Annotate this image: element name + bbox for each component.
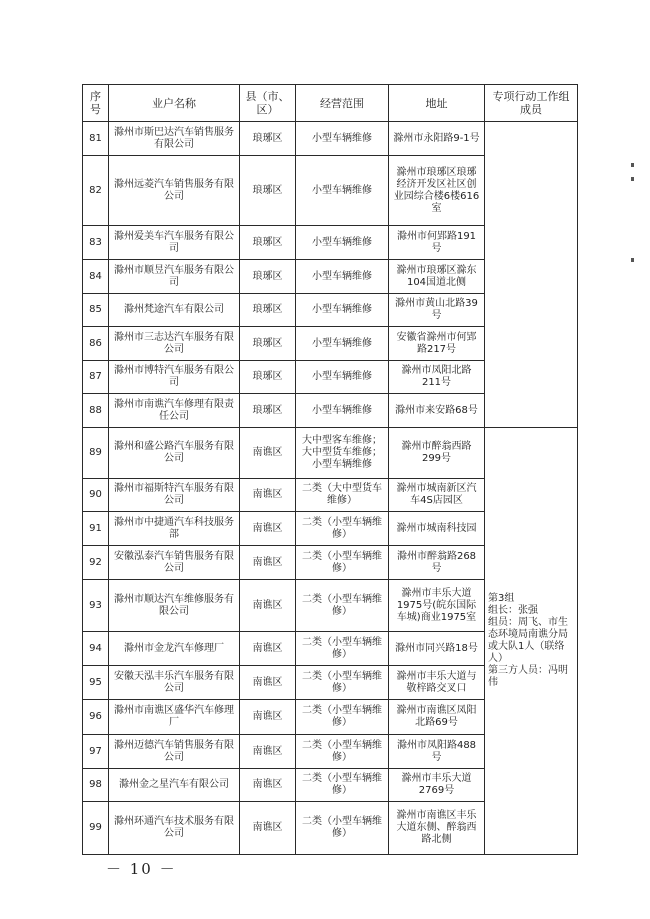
cell-county: 琅琊区	[240, 122, 296, 156]
cell-scope: 小型车辆维修	[296, 156, 389, 226]
cell-scope: 小型车辆维修	[296, 294, 389, 327]
cell-address: 滁州市来安路68号	[389, 394, 485, 428]
cell-address: 滁州市何郢路191号	[389, 226, 485, 260]
cell-address: 滁州市丰乐大道2769号	[389, 769, 485, 802]
cell-seq: 88	[83, 394, 109, 428]
cell-address: 滁州市丰乐大道与敬梓路交叉口	[389, 666, 485, 700]
cell-county: 南谯区	[240, 769, 296, 802]
member-leader: 组长：张强	[488, 605, 538, 616]
cell-county: 南谯区	[240, 512, 296, 546]
cell-scope: 小型车辆维修	[296, 122, 389, 156]
member-staff: 组员：周飞、市生态环境局南谯分局或大队1人（联络人）	[488, 617, 568, 664]
cell-seq: 92	[83, 546, 109, 580]
cell-name: 滁州市三志达汽车服务有限公司	[109, 327, 240, 361]
cell-seq: 95	[83, 666, 109, 700]
cell-seq: 98	[83, 769, 109, 802]
cell-address: 滁州市南谯区丰乐大道东侧、醉翁西路北侧	[389, 802, 485, 855]
scan-mark	[631, 258, 634, 262]
cell-scope: 小型车辆维修	[296, 394, 389, 428]
cell-seq: 83	[83, 226, 109, 260]
cell-seq: 81	[83, 122, 109, 156]
header-county: 县（市、区）	[240, 85, 296, 122]
cell-scope: 二类（小型车辆维修）	[296, 735, 389, 769]
cell-seq: 89	[83, 428, 109, 479]
cell-address: 滁州市凤阳路488号	[389, 735, 485, 769]
cell-county: 南谯区	[240, 546, 296, 580]
cell-scope: 小型车辆维修	[296, 260, 389, 294]
cell-scope: 大中型客车维修；大中型货车维修；小型车辆维修	[296, 428, 389, 479]
cell-county: 琅琊区	[240, 361, 296, 394]
cell-address: 安徽省滁州市何郢路217号	[389, 327, 485, 361]
scan-mark	[631, 177, 634, 181]
cell-address: 滁州市琅琊区琅琊经济开发区社区创业园综合楼6楼616室	[389, 156, 485, 226]
cell-name: 滁州市顺昱汽车服务有限公司	[109, 260, 240, 294]
cell-name: 滁州市斯巴达汽车销售服务有限公司	[109, 122, 240, 156]
cell-name: 滁州市南谯区盛华汽车修理厂	[109, 700, 240, 735]
header-address: 地址	[389, 85, 485, 122]
cell-address: 滁州市同兴路18号	[389, 632, 485, 666]
cell-scope: 小型车辆维修	[296, 226, 389, 260]
member-group-title: 第3组	[488, 593, 515, 604]
table-row	[83, 428, 578, 479]
cell-seq: 87	[83, 361, 109, 394]
enterprise-table	[82, 84, 578, 855]
cell-scope: 二类（小型车辆维修）	[296, 802, 389, 855]
cell-scope: 二类（小型车辆维修）	[296, 580, 389, 632]
cell-county: 南谯区	[240, 632, 296, 666]
cell-scope: 小型车辆维修	[296, 327, 389, 361]
member-third-party: 第三方人员：冯明伟	[488, 665, 568, 688]
header-member: 专项行动工作组成员	[485, 85, 578, 122]
cell-county: 琅琊区	[240, 260, 296, 294]
cell-seq: 99	[83, 802, 109, 855]
cell-scope: 二类（小型车辆维修）	[296, 769, 389, 802]
cell-county: 南谯区	[240, 735, 296, 769]
header-seq: 序号	[83, 85, 109, 122]
cell-address: 滁州市醉翁西路299号	[389, 428, 485, 479]
cell-scope: 二类（小型车辆维修）	[296, 546, 389, 580]
header-scope: 经营范围	[296, 85, 389, 122]
cell-county: 南谯区	[240, 700, 296, 735]
cell-scope: 二类（小型车辆维修）	[296, 632, 389, 666]
cell-address: 滁州市城南科技园	[389, 512, 485, 546]
cell-seq: 82	[83, 156, 109, 226]
cell-seq: 96	[83, 700, 109, 735]
cell-seq: 97	[83, 735, 109, 769]
cell-county: 南谯区	[240, 428, 296, 479]
cell-name: 安徽天泓丰乐汽车服务有限公司	[109, 666, 240, 700]
cell-seq: 90	[83, 479, 109, 512]
cell-scope: 二类（小型车辆维修）	[296, 512, 389, 546]
cell-scope: 二类（小型车辆维修）	[296, 700, 389, 735]
cell-seq: 84	[83, 260, 109, 294]
cell-name: 滁州远菱汽车销售服务有限公司	[109, 156, 240, 226]
cell-county: 琅琊区	[240, 156, 296, 226]
cell-scope: 二类（大中型货车维修）	[296, 479, 389, 512]
member-cell-group-empty	[485, 122, 578, 428]
cell-name: 滁州市金龙汽车修理厂	[109, 632, 240, 666]
cell-name: 滁州金之星汽车有限公司	[109, 769, 240, 802]
cell-name: 滁州市中捷通汽车科技服务部	[109, 512, 240, 546]
page-number: － 10 －	[106, 860, 177, 878]
cell-name: 滁州和盛公路汽车服务有限公司	[109, 428, 240, 479]
cell-address: 滁州市琅琊区滁东104国道北侧	[389, 260, 485, 294]
cell-address: 滁州市凤阳北路211号	[389, 361, 485, 394]
cell-name: 安徽泓泰汽车销售服务有限公司	[109, 546, 240, 580]
cell-county: 琅琊区	[240, 226, 296, 260]
cell-seq: 94	[83, 632, 109, 666]
cell-scope: 小型车辆维修	[296, 361, 389, 394]
cell-name: 滁州市南谯汽车修理有限责任公司	[109, 394, 240, 428]
cell-name: 滁州迈德汽车销售服务有限公司	[109, 735, 240, 769]
header-name: 业户名称	[109, 85, 240, 122]
cell-name: 滁州市顺达汽车维修服务有限公司	[109, 580, 240, 632]
cell-address: 滁州市丰乐大道1975号(皖东国际车城)商业1975室	[389, 580, 485, 632]
cell-seq: 86	[83, 327, 109, 361]
cell-county: 琅琊区	[240, 294, 296, 327]
cell-county: 南谯区	[240, 580, 296, 632]
cell-county: 南谯区	[240, 802, 296, 855]
table-row	[83, 122, 578, 156]
cell-name: 滁州市福斯特汽车服务有限公司	[109, 479, 240, 512]
cell-seq: 91	[83, 512, 109, 546]
cell-seq: 93	[83, 580, 109, 632]
cell-name: 滁州市博特汽车服务有限公司	[109, 361, 240, 394]
cell-name: 滁州爱美车汽车服务有限公司	[109, 226, 240, 260]
cell-address: 滁州市城南新区汽车4S店园区	[389, 479, 485, 512]
cell-address: 滁州市永阳路9-1号	[389, 122, 485, 156]
cell-address: 滁州市南谯区凤阳北路69号	[389, 700, 485, 735]
cell-county: 琅琊区	[240, 394, 296, 428]
cell-name: 滁州环通汽车技术服务有限公司	[109, 802, 240, 855]
cell-scope: 二类（小型车辆维修）	[296, 666, 389, 700]
scan-mark	[631, 163, 634, 167]
cell-county: 南谯区	[240, 666, 296, 700]
table-header-row	[83, 85, 578, 122]
cell-address: 滁州市黄山北路39号	[389, 294, 485, 327]
cell-address: 滁州市醉翁路268号	[389, 546, 485, 580]
cell-seq: 85	[83, 294, 109, 327]
member-cell-group-3	[485, 428, 578, 855]
cell-name: 滁州梵途汽车有限公司	[109, 294, 240, 327]
cell-county: 琅琊区	[240, 327, 296, 361]
cell-county: 南谯区	[240, 479, 296, 512]
